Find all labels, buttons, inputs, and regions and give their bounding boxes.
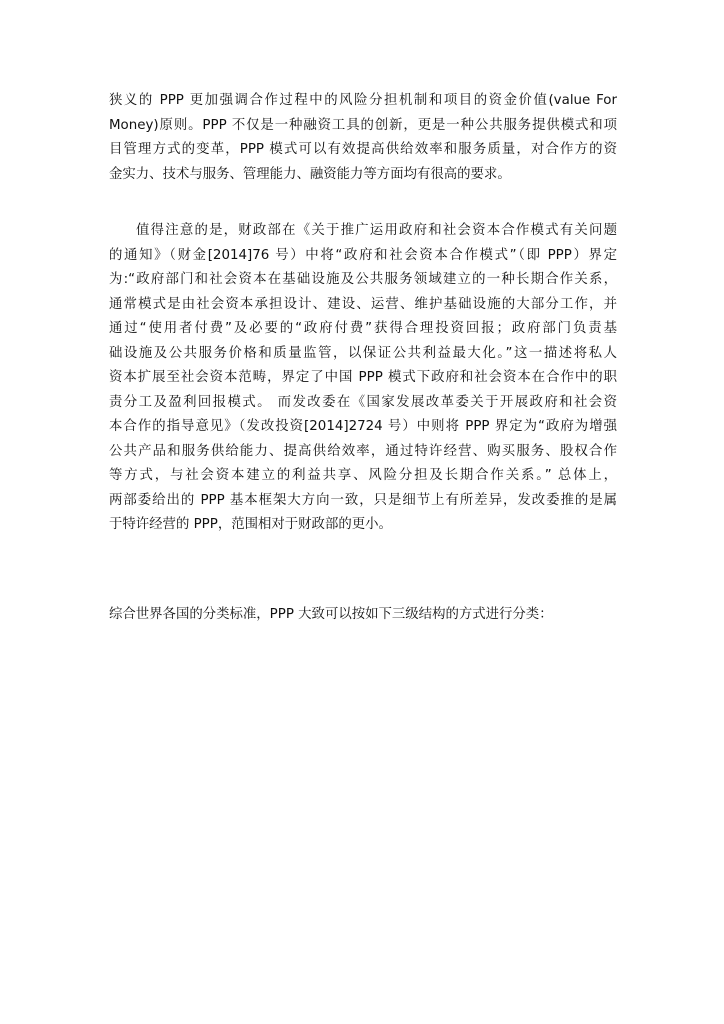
- text-line: 为:“政府部门和社会资本在基础设施及公共服务领域建立的一种长期合作关系，: [109, 272, 617, 287]
- text-line: 狭义的 PPP 更加强调合作过程中的风险分担机制和项目的资金价值(value For: [109, 93, 617, 108]
- text-line: 综合世界各国的分类标准，PPP 大致可以按如下三级结构的方式进行分类：: [109, 607, 553, 622]
- text-line: 通过“使用者付费”及必要的“政府付费”获得合理投资回报；政府部门负责基: [109, 321, 617, 336]
- paragraph-classification-intro: [109, 603, 617, 628]
- text-line: 础设施及公共服务价格和质量监管，以保证公共利益最大化。”这一描述将私人: [109, 345, 617, 361]
- text-line: 公共产品和服务供给能力、提高供给效率，通过特许经营、购买服务、股权合作: [109, 443, 617, 459]
- text-line: 等方式，与社会资本建立的利益共享、风险分担及长期合作关系。” 总体上，: [109, 468, 617, 483]
- text-line: 本合作的指导意见》（发改投资[2014]2724 号）中则将 PPP 界定为“政府为增强: [109, 419, 617, 434]
- text-line: 值得注意的是，财政部在《关于推广运用政府和社会资本合作模式有关问题: [136, 223, 617, 238]
- text-line: 两部委给出的 PPP 基本框架大方向一致，只是细节上有所差异，发改委推的是属: [109, 492, 617, 508]
- text-line: 责分工及盈利回报模式。 而发改委在《国家发展改革委关于开展政府和社会资: [109, 394, 617, 410]
- paragraph-narrow-ppp-definition: [109, 89, 617, 187]
- text-line: 通常模式是由社会资本承担设计、建设、运营、维护基础设施的大部分工作，并: [109, 296, 617, 312]
- text-line: 于特许经营的 PPP，范围相对于财政部的更小。: [109, 517, 392, 532]
- text-line: 目管理方式的变革，PPP 模式可以有效提高供给效率和服务质量，对合作方的资: [109, 142, 617, 157]
- text-line: 的通知》（财金[2014]76 号）中将“政府和社会资本合作模式”（即 PPP）界定: [109, 247, 617, 263]
- text-line: 资本扩展至社会资本范畴，界定了中国 PPP 模式下政府和社会资本在合作中的职: [109, 370, 617, 385]
- text-line: Money)原则。PPP 不仅是一种融资工具的创新，更是一种公共服务提供模式和项: [109, 117, 617, 133]
- paragraph-ministry-definitions: [109, 219, 617, 538]
- text-line: 金实力、技术与服务、管理能力、融资能力等方面均有很高的要求。: [109, 166, 511, 182]
